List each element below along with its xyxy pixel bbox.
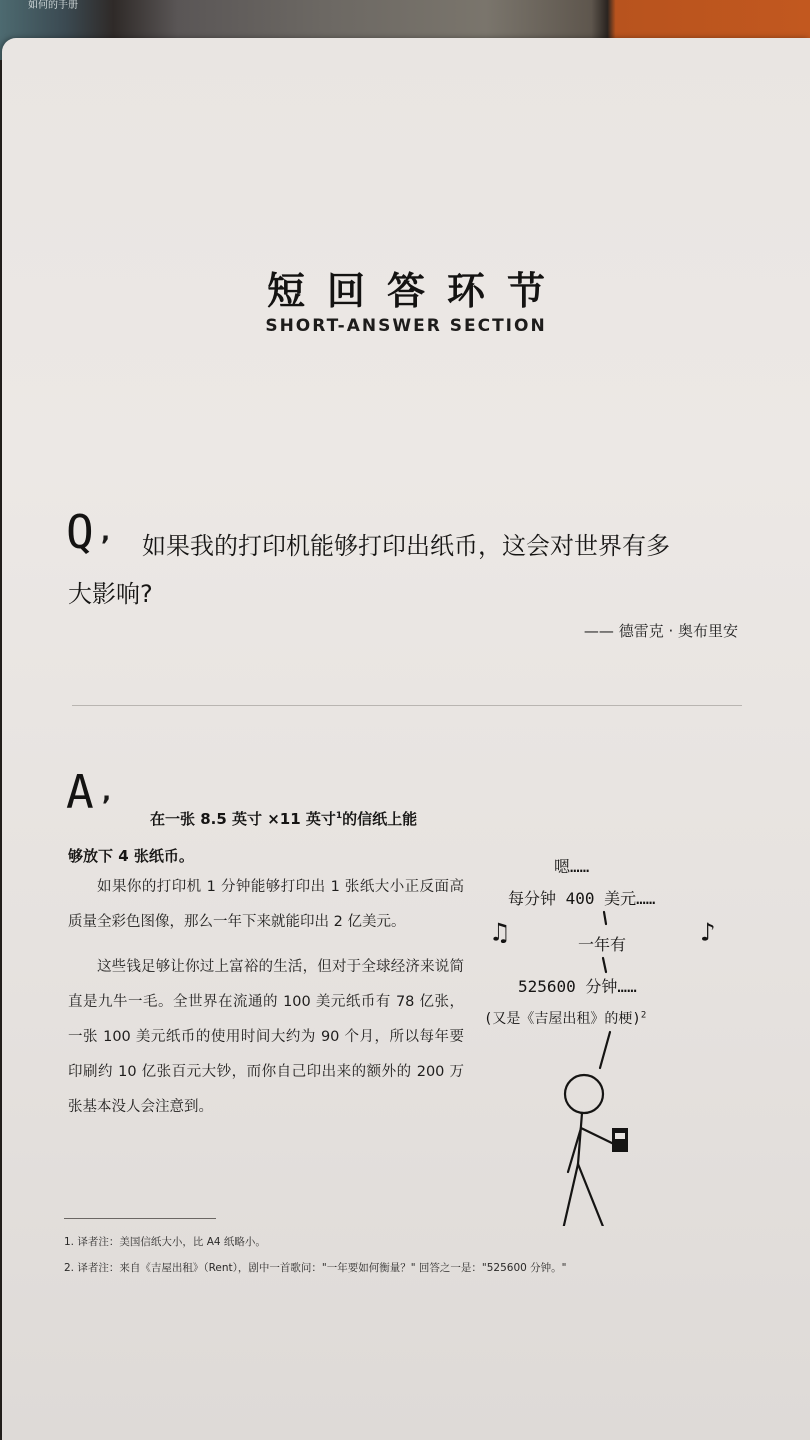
book-page [2,38,810,1440]
comic-line-one-year: 一年有 [578,935,627,954]
question-text [68,522,752,608]
comic-line-hmm: 嗯…… [554,857,590,876]
stick-figure-head [565,1075,603,1113]
section-title-chinese: 短回答环节 [266,269,567,313]
question-asker: —— 德雷克 · 奥布里安 [583,622,738,640]
footnote-2: 2. 译者注：来自《吉屋出租》（Rent），剧中一首歌问："一年要如何衡量？" 回答之一是："525600 分钟。" [64,1262,567,1274]
answer-headline-line-2: 够放下 4 张纸币。 [68,847,194,865]
book-spine-label: 如何的手册 [28,0,78,11]
question-line-1: 如果我的打印机能够打印出纸币，这会对世界有多 [142,532,670,560]
answer-marker-dot: , [102,778,112,806]
question-line-2: 大影响? [68,580,153,608]
answer-body [68,870,464,1135]
answer-paragraph-1: 如果你的打印机 1 分钟能够打印出 1 张纸大小正反面高质量全彩色图像，那么一年下来就能印出 2 亿美元。 [68,879,464,930]
music-note-right-icon: ♪ [700,918,716,948]
section-title-english: SHORT-ANSWER SECTION [265,316,547,336]
answer-headline-line-1: 在一张 8.5 英寸 ×11 英寸 [150,810,336,828]
answer-marker: A [66,765,94,819]
stick-figure-drawing [490,846,750,1226]
stick-figure-left-leg [562,1164,578,1226]
comic-line-per-minute: 每分钟 400 美元…… [508,889,656,908]
question-marker: Q [66,505,94,559]
footnote-ref-2: 2 [640,1010,647,1021]
answer-paragraph-2: 这些钱足够让你过上富裕的生活，但对于全球经济来说简直是九牛一毛。全世界在流通的 100 美元纸币有 78 亿张，一张 100 美元纸币的使用时间大约为 90 个月，所以每年要印刷约 10 亿张百元大钞，而你自己印出来的额外的 200 万张基本没人会注意到。 [68,959,464,1115]
footnote-1: 1. 译者注：美国信纸大小，比 A4 纸略小。 [64,1236,266,1248]
comic-rent-joke-text: (又是《吉屋出租》的梗) [484,1011,641,1027]
footnote-ref-1: 1 [335,811,343,821]
speech-tail [600,1032,610,1068]
xkcd-comic [484,846,750,1226]
money-stack-icon [612,1128,628,1152]
speech-tick-1 [604,912,606,924]
comic-line-minutes: 525600 分钟…… [518,977,637,996]
stick-figure-right-leg [578,1164,606,1226]
section-divider [72,705,742,706]
speech-tick-2 [603,958,606,972]
answer-headline [68,796,462,865]
music-note-left-icon: ♫ [492,918,508,948]
footnote-rule [64,1218,216,1219]
question-marker-dot: , [101,518,111,546]
answer-headline-line-1-end: 的信纸上能 [342,810,418,828]
